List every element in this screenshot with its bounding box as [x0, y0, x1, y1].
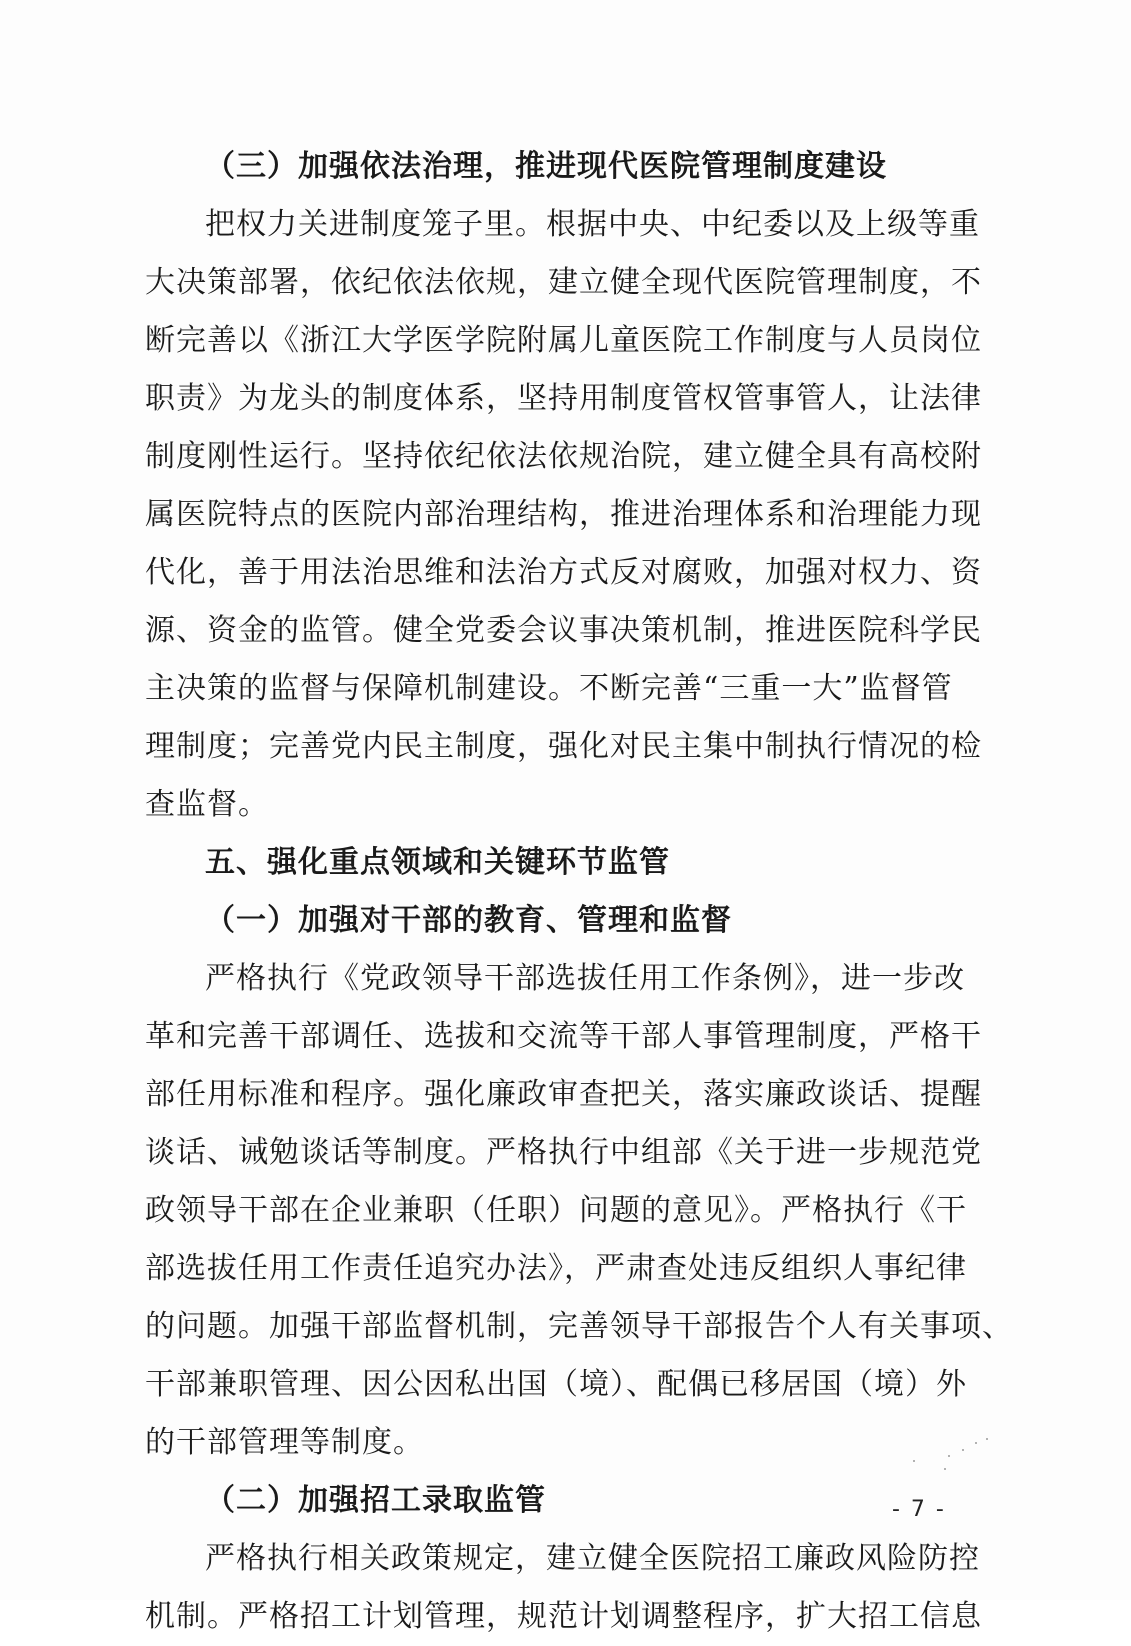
- paragraph-line: 理制度；完善党内民主制度，强化对民主集中制执行情况的检: [145, 729, 982, 764]
- scan-speck: [948, 1455, 950, 1457]
- chapter-heading: 五、强化重点领域和关键环节监管: [205, 845, 670, 880]
- paragraph-line: 机制。严格招工计划管理，规范计划调整程序，扩大招工信息: [145, 1599, 982, 1634]
- paragraph-line: 制度刚性运行。坚持依纪依法依规治院，建立健全具有高校附: [145, 439, 982, 474]
- paragraph-line: 代化，善于用法治思维和法治方式反对腐败，加强对权力、资: [145, 555, 982, 590]
- scan-speck: [913, 1460, 915, 1462]
- section-heading: （二）加强招工录取监管: [205, 1483, 546, 1518]
- scan-speck: [975, 1442, 977, 1444]
- paragraph-line: 政领导干部在企业兼职（任职）问题的意见》。严格执行《干: [145, 1193, 967, 1228]
- document-body: [145, 138, 1013, 1646]
- paragraph-line: 谈话、诫勉谈话等制度。严格执行中组部《关于进一步规范党: [145, 1135, 982, 1170]
- section-heading: （三）加强依法治理，推进现代医院管理制度建设: [205, 149, 887, 184]
- paragraph-line: 严格执行《党政领导干部选拔任用工作条例》，进一步改: [205, 961, 965, 996]
- paragraph-line: 严格执行相关政策规定，建立健全医院招工廉政风险防控: [205, 1541, 980, 1576]
- paragraph-line: 查监督。: [145, 787, 269, 822]
- paragraph-line: 属医院特点的医院内部治理结构，推进治理体系和治理能力现: [145, 497, 982, 532]
- paragraph-line: 部任用标准和程序。强化廉政审查把关，落实廉政谈话、提醒: [145, 1077, 982, 1112]
- paragraph-line: 部选拔任用工作责任追究办法》，严肃查处违反组织人事纪律: [145, 1251, 967, 1286]
- paragraph-line: 职责》为龙头的制度体系，坚持用制度管权管事管人，让法律: [145, 381, 982, 416]
- paragraph-line: 干部兼职管理、因公因私出国（境）、配偶已移居国（境）外: [145, 1367, 967, 1402]
- scan-speck: [962, 1449, 964, 1451]
- paragraph-line: 断完善以《浙江大学医学院附属儿童医院工作制度与人员岗位: [145, 323, 982, 358]
- paragraph-line: 大决策部署，依纪依法依规，建立健全现代医院管理制度，不: [145, 265, 982, 300]
- paragraph-line: 把权力关进制度笼子里。根据中央、中纪委以及上级等重: [205, 207, 980, 242]
- paragraph-line: 革和完善干部调任、选拔和交流等干部人事管理制度，严格干: [145, 1019, 982, 1054]
- scan-speck: [986, 1438, 988, 1440]
- section-heading: （一）加强对干部的教育、管理和监督: [205, 903, 732, 938]
- paragraph-line: 的问题。加强干部监督机制，完善领导干部报告个人有关事项、: [145, 1309, 1013, 1344]
- page-number: - 7 -: [892, 1497, 946, 1522]
- paragraph-line: 主决策的监督与保障机制建设。不断完善“三重一大”监督管: [145, 671, 953, 706]
- paragraph-line: 源、资金的监管。健全党委会议事决策机制，推进医院科学民: [145, 613, 982, 648]
- paragraph-line: 的干部管理等制度。: [145, 1425, 424, 1460]
- scan-speck: [944, 1468, 946, 1470]
